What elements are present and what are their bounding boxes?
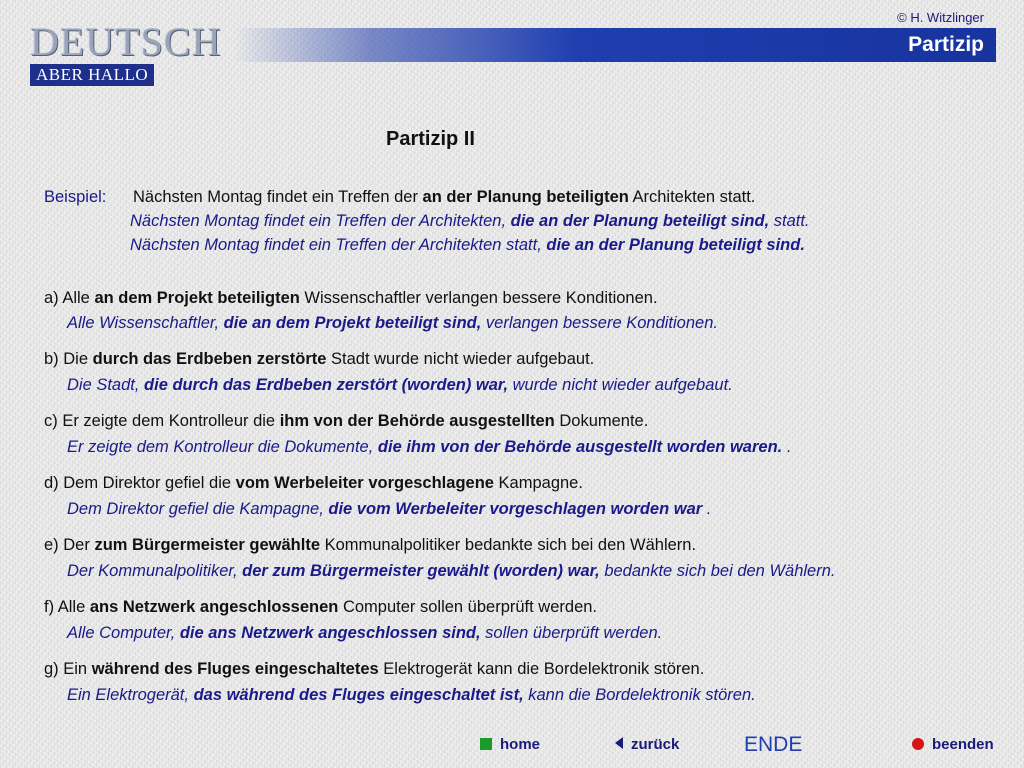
exercise-g <box>44 660 704 679</box>
answer-f <box>67 624 662 643</box>
example-line-2-text: Nächsten Montag findet ein Treffen der Architekten, <box>130 212 511 230</box>
example-line-3-text: Nächsten Montag findet ein Treffen der Architekten statt, <box>130 236 547 254</box>
exercise-c-text: c) Er zeigte dem Kontrolleur die <box>44 412 280 430</box>
answer-g-bold: das während des Fluges eingeschaltet ist, <box>193 686 524 704</box>
example-line-1 <box>133 188 755 207</box>
quit-label: beenden <box>932 736 994 753</box>
copyright-notice: © H. Witzlinger <box>897 10 984 25</box>
answer-b <box>67 376 733 395</box>
exercise-f-end: Computer sollen überprüft werden. <box>338 598 598 616</box>
exercise-g-text: g) Ein <box>44 660 92 678</box>
answer-b-text: Die Stadt, <box>67 376 145 394</box>
exercise-c <box>44 412 648 431</box>
answer-g-text: Ein Elektrogerät, <box>67 686 194 704</box>
answer-f-text: Alle Computer, <box>67 624 180 642</box>
home-button[interactable] <box>480 736 540 753</box>
exercise-d-text: d) Dem Direktor gefiel die <box>44 474 236 492</box>
home-label: home <box>500 736 541 753</box>
answer-g-end: kann die Bordelektronik stören. <box>523 686 756 704</box>
logo <box>30 19 240 90</box>
exercise-e <box>44 536 696 555</box>
exercise-a-bold: an dem Projekt beteiligten <box>94 289 300 307</box>
exercise-g-end: Elektrogerät kann die Bordelektronik stören. <box>378 660 705 678</box>
exercise-d <box>44 474 583 493</box>
exercise-e-bold: zum Bürgermeister gewählte <box>94 536 320 554</box>
page-title: Partizip II <box>386 128 475 150</box>
answer-a-end: verlangen bessere Konditionen. <box>481 314 718 332</box>
exercise-e-text: e) Der <box>44 536 95 554</box>
answer-c-text: Er zeigte dem Kontrolleur die Dokumente, <box>67 438 378 456</box>
example-line-1-end: Architekten statt. <box>628 188 756 206</box>
answer-b-end: wurde nicht wieder aufgebaut. <box>508 376 733 394</box>
answer-d-text: Dem Direktor gefiel die Kampagne, <box>67 500 329 518</box>
exercise-d-bold: vom Werbeleiter vorgeschlagene <box>235 474 494 492</box>
answer-e-bold: der zum Bürgermeister gewählt (worden) war, <box>242 562 600 580</box>
exercise-f <box>44 598 597 617</box>
answer-c <box>67 438 791 457</box>
exercise-c-bold: ihm von der Behörde ausgestellten <box>279 412 555 430</box>
back-arrow-icon <box>615 737 623 749</box>
exercise-f-text: f) Alle <box>44 598 90 616</box>
answer-a-text: Alle Wissenschaftler, <box>67 314 224 332</box>
answer-f-end: sollen überprüft werden. <box>480 624 663 642</box>
answer-e-end: bedankte sich bei den Wählern. <box>599 562 836 580</box>
answer-b-bold: die durch das Erdbeben zerstört (worden) war, <box>144 376 509 394</box>
answer-c-bold: die ihm von der Behörde ausgestellt worden waren. <box>377 438 783 456</box>
header-bar <box>234 28 996 62</box>
answer-d-end: . <box>702 500 712 518</box>
logo-subtitle: ABER HALLO <box>30 64 154 86</box>
exercise-e-end: Kommunalpolitiker bedankte sich bei den Wählern. <box>320 536 697 554</box>
header-title: Partizip <box>908 33 984 56</box>
quit-dot-icon <box>912 738 924 750</box>
example-line-1-text: Nächsten Montag findet ein Treffen der <box>133 188 423 206</box>
answer-c-end: . <box>782 438 792 456</box>
answer-d-bold: die vom Werbeleiter vorgeschlagen worden war <box>328 500 703 518</box>
exercise-f-bold: ans Netzwerk angeschlossenen <box>89 598 339 616</box>
answer-d <box>67 500 711 519</box>
home-square-icon <box>480 738 492 750</box>
quit-button[interactable] <box>912 736 994 753</box>
answer-a <box>67 314 718 333</box>
example-line-3 <box>130 236 805 255</box>
exercise-a-end: Wissenschaftler verlangen bessere Konditionen. <box>299 289 658 307</box>
answer-f-bold: die ans Netzwerk angeschlossen sind, <box>179 624 481 642</box>
exercise-b-bold: durch das Erdbeben zerstörte <box>92 350 327 368</box>
end-link[interactable]: ENDE <box>744 733 803 756</box>
exercise-b <box>44 350 594 369</box>
answer-g <box>67 686 756 705</box>
example-label: Beispiel: <box>44 188 107 206</box>
back-label: zurück <box>631 736 680 753</box>
answer-e-text: Der Kommunalpolitiker, <box>67 562 243 580</box>
answer-a-bold: die an dem Projekt beteiligt sind, <box>223 314 482 332</box>
exercise-g-bold: während des Fluges eingeschaltetes <box>91 660 379 678</box>
example-line-2-end: statt. <box>769 212 810 230</box>
exercise-b-text: b) Die <box>44 350 93 368</box>
answer-e <box>67 562 835 581</box>
logo-title: DEUTSCH <box>30 19 222 64</box>
exercise-c-end: Dokumente. <box>554 412 649 430</box>
exercise-d-end: Kampagne. <box>493 474 583 492</box>
back-button[interactable] <box>615 736 679 753</box>
exercise-b-end: Stadt wurde nicht wieder aufgebaut. <box>326 350 595 368</box>
exercise-a-text: a) Alle <box>44 289 95 307</box>
example-line-2-bold: die an der Planung beteiligt sind, <box>510 212 770 230</box>
example-line-1-bold: an der Planung beteiligten <box>422 188 629 206</box>
exercise-a <box>44 289 658 308</box>
example-line-3-bold: die an der Planung beteiligt sind. <box>546 236 805 254</box>
example-line-2 <box>130 212 810 231</box>
